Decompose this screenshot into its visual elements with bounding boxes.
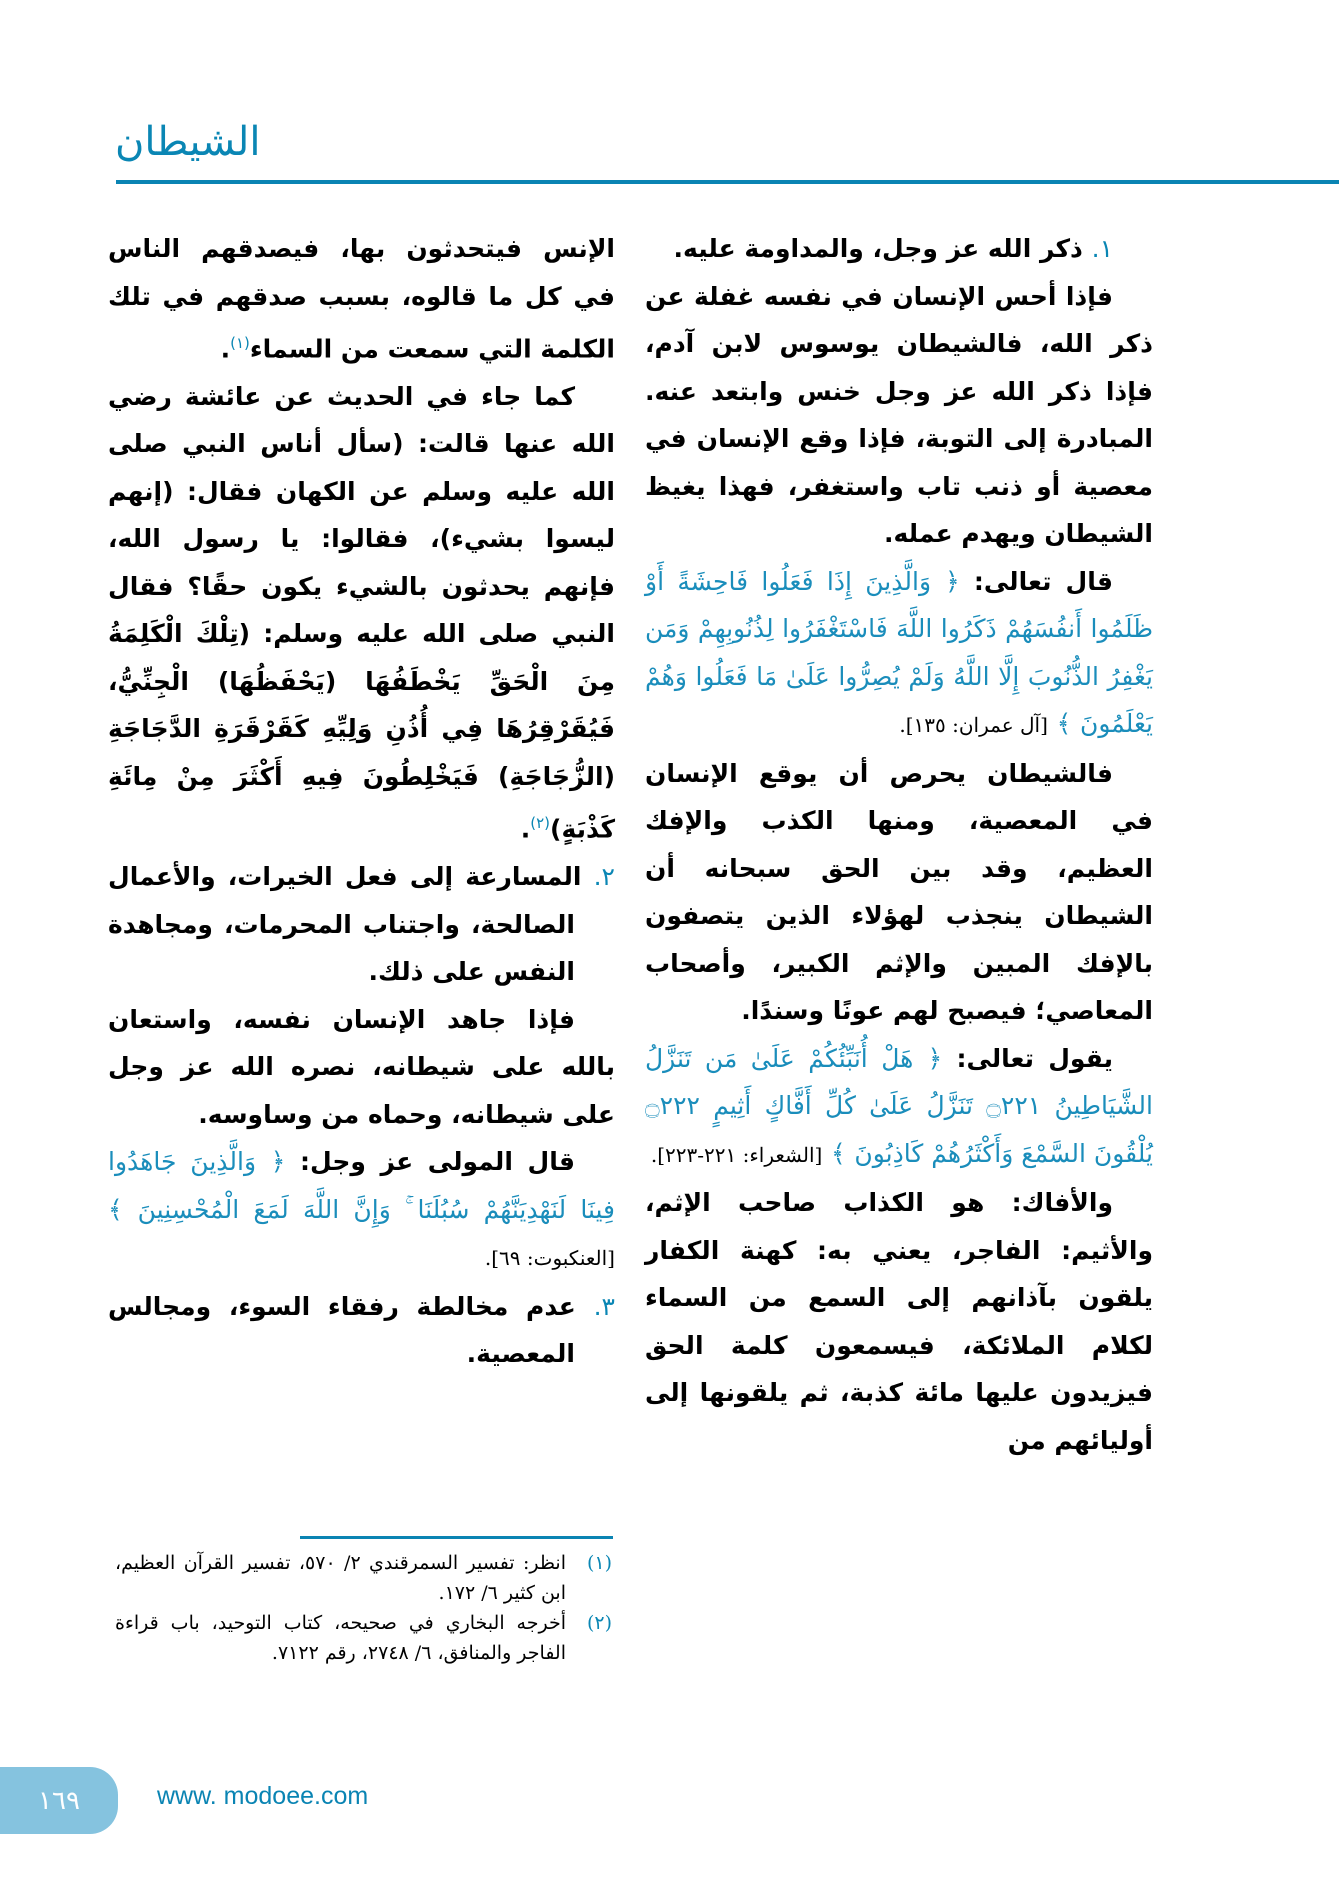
paragraph: فالشيطان يحرص أن يوقع الإنسان في المعصية، ومنها الكذب والإفك العظيم، وقد بين الحق سبحانه أن الشيطان ينجذب لهؤلاء الذين يتصفون بالإفك المبين والإثم الكبير، وأصحاب المعاصي؛ فيصبح لهم عونًا وسندًا. bbox=[645, 758, 1153, 1025]
verse-close-bracket: ﴾ bbox=[108, 1194, 123, 1224]
paragraph: فإذا جاهد الإنسان نفسه، واستعان بالله على شيطانه، نصره الله عز وجل على شيطانه، وحماه من وساوسه. bbox=[108, 1004, 615, 1129]
footnote-divider bbox=[300, 1536, 613, 1539]
footnote-2 bbox=[115, 1608, 612, 1668]
verse-intro: قال المولى عز وجل: bbox=[300, 1147, 575, 1177]
verse-reference: [آل عمران: ١٣٥]. bbox=[899, 713, 1048, 737]
quran-verse: وَالَّذِينَ إِذَا فَعَلُوا فَاحِشَةً أَوْ ظَلَمُوا أَنفُسَهُمْ ذَكَرُوا اللَّهَ فَاسْتَغْفَرُوا لِذُنُوبِهِمْ وَمَن يَغْفِرُ الذُّنُوبَ إِلَّا اللَّهُ وَلَمْ يُصِرُّوا عَلَىٰ مَا فَعَلُوا وَهُمْ يَعْلَمُونَ bbox=[645, 566, 1153, 738]
quran-verse: هَلْ أُنَبِّئُكُمْ عَلَىٰ مَن تَنَزَّلُ الشَّيَاطِينُ ۝٢٢١ تَنَزَّلُ عَلَىٰ كُلِّ أَفَّاكٍ أَثِيمٍ ۝٢٢٢ يُلْقُونَ السَّمْعَ وَأَكْثَرُهُمْ كَاذِبُونَ bbox=[645, 1043, 1153, 1168]
verse-intro: يقول تعالى: bbox=[956, 1043, 1113, 1073]
verse-open-bracket: ﴿ bbox=[270, 1147, 286, 1177]
footnote-ref-2[interactable]: (٢) bbox=[530, 814, 551, 833]
item-3-number: ٣. bbox=[593, 1291, 615, 1321]
verse-close-bracket: ﴾ bbox=[831, 1138, 846, 1168]
paragraph-end: . bbox=[520, 814, 531, 844]
item-2-heading bbox=[108, 853, 615, 996]
footnote-1 bbox=[115, 1548, 612, 1608]
website-link[interactable]: www. modoee.com bbox=[157, 1782, 369, 1810]
footnote-ref-1[interactable]: (١) bbox=[230, 334, 250, 352]
verse-open-bracket: ﴿ bbox=[927, 1043, 943, 1073]
verse-open-bracket: ﴿ bbox=[945, 566, 960, 596]
item-2-heading-text: المسارعة إلى فعل الخيرات، والأعمال الصالحة، واجتناب المحرمات، ومجاهدة النفس على ذلك. bbox=[108, 862, 582, 987]
item-3-heading-text: عدم مخالطة رفقاء السوء، ومجالس المعصية. bbox=[108, 1291, 576, 1369]
left-column bbox=[108, 225, 615, 1378]
paragraph: والأفاك: هو الكذاب صاحب الإثم، والأثيم: الفاجر، يعني به: كهنة الكفار يلقون بآذانهم إلى السمع من السماء لكلام الملائكة، فيسمعون كلمة الحق فيزيدون عليها مائة كذبة، ثم يلقونها إلى أوليائهم من bbox=[645, 1188, 1153, 1455]
paragraph-end: . bbox=[220, 334, 231, 364]
paragraph bbox=[108, 373, 615, 853]
paragraph-text: الإنس فيتحدثون بها، فيصدقهم الناس في كل ما قالوه، بسبب صدقهم في تلك الكلمة التي سمعت من السماء bbox=[108, 234, 615, 364]
item-2-number: ٢. bbox=[593, 862, 615, 892]
paragraph-text: كما جاء في الحديث عن عائشة رضي الله عنها قالت: (سأل أناس النبي صلى الله عليه وسلم عن الكهان فقال: (إنهم ليسوا بشيء)، فقالوا: يا رسول الله، فإنهم يحدثون بالشيء يكون حقًا؟ فقال النبي صلى الله عليه وسلم: (تِلْكَ الْكَلِمَةُ مِنَ الْحَقِّ يَخْطَفُهَا (يَحْفَظُهَا) الْجِنِّيُّ، فَيُقَرْقِرُهَا فِي أُذُنِ وَلِيِّهِ كَقَرْقَرَةِ الدَّجَاجَةِ (الزُّجَاجَةِ) فَيَخْلِطُونَ فِيهِ أَكْثَرَ مِنْ مِائَةِ كَذْبَةٍ) bbox=[108, 381, 615, 844]
footnote-text: انظر: تفسير السمرقندي ٢/ ٥٧٠، تفسير القرآن العظيم، ابن كثير ٦/ ١٧٢. bbox=[115, 1552, 567, 1604]
verse-block bbox=[645, 558, 1153, 750]
footnote-number: (١) bbox=[586, 1552, 612, 1574]
verse-close-bracket: ﴾ bbox=[1056, 709, 1072, 738]
item-1-heading-text: ذكر الله عز وجل، والمداومة عليه. bbox=[673, 234, 1083, 263]
item-1-number: ١. bbox=[1091, 234, 1113, 263]
item-1-heading bbox=[645, 225, 1153, 273]
header-divider bbox=[116, 180, 1339, 184]
quran-verse: وَالَّذِينَ جَاهَدُوا فِينَا لَنَهْدِيَنَّهُمْ سُبُلَنَا ۚ وَإِنَّ اللَّهَ لَمَعَ الْمُحْسِنِينَ bbox=[108, 1147, 615, 1224]
right-column bbox=[645, 225, 1153, 1464]
footnote-number: (٢) bbox=[586, 1612, 612, 1634]
verse-block bbox=[108, 1138, 615, 1283]
footnote-text: أخرجه البخاري في صحيحه، كتاب التوحيد، باب قراءة الفاجر والمنافق، ٦/ ٢٧٤٨، رقم ٧١٢٢. bbox=[115, 1612, 566, 1664]
page-number-badge bbox=[0, 1767, 118, 1834]
paragraph: فإذا أحس الإنسان في نفسه غفلة عن ذكر الله، فالشيطان يوسوس لابن آدم، فإذا ذكر الله عز وجل خنس وابتعد عنه. المبادرة إلى التوبة، فإذا وقع الإنسان في معصية أو ذنب تاب واستغفر، فهذا يغيظ الشيطان ويهدم عمله. bbox=[645, 281, 1153, 548]
footnotes bbox=[115, 1548, 612, 1668]
page-number: ١٦٩ bbox=[38, 1785, 80, 1816]
verse-intro: قال تعالى: bbox=[973, 566, 1113, 596]
verse-reference: [الشعراء: ٢٢١-٢٢٣]. bbox=[650, 1142, 823, 1167]
paragraph bbox=[108, 225, 615, 373]
verse-reference: [العنكبوت: ٦٩]. bbox=[484, 1246, 615, 1271]
chapter-title: الشيطان bbox=[115, 119, 261, 165]
item-3-heading bbox=[108, 1283, 615, 1378]
verse-block bbox=[645, 1035, 1153, 1180]
